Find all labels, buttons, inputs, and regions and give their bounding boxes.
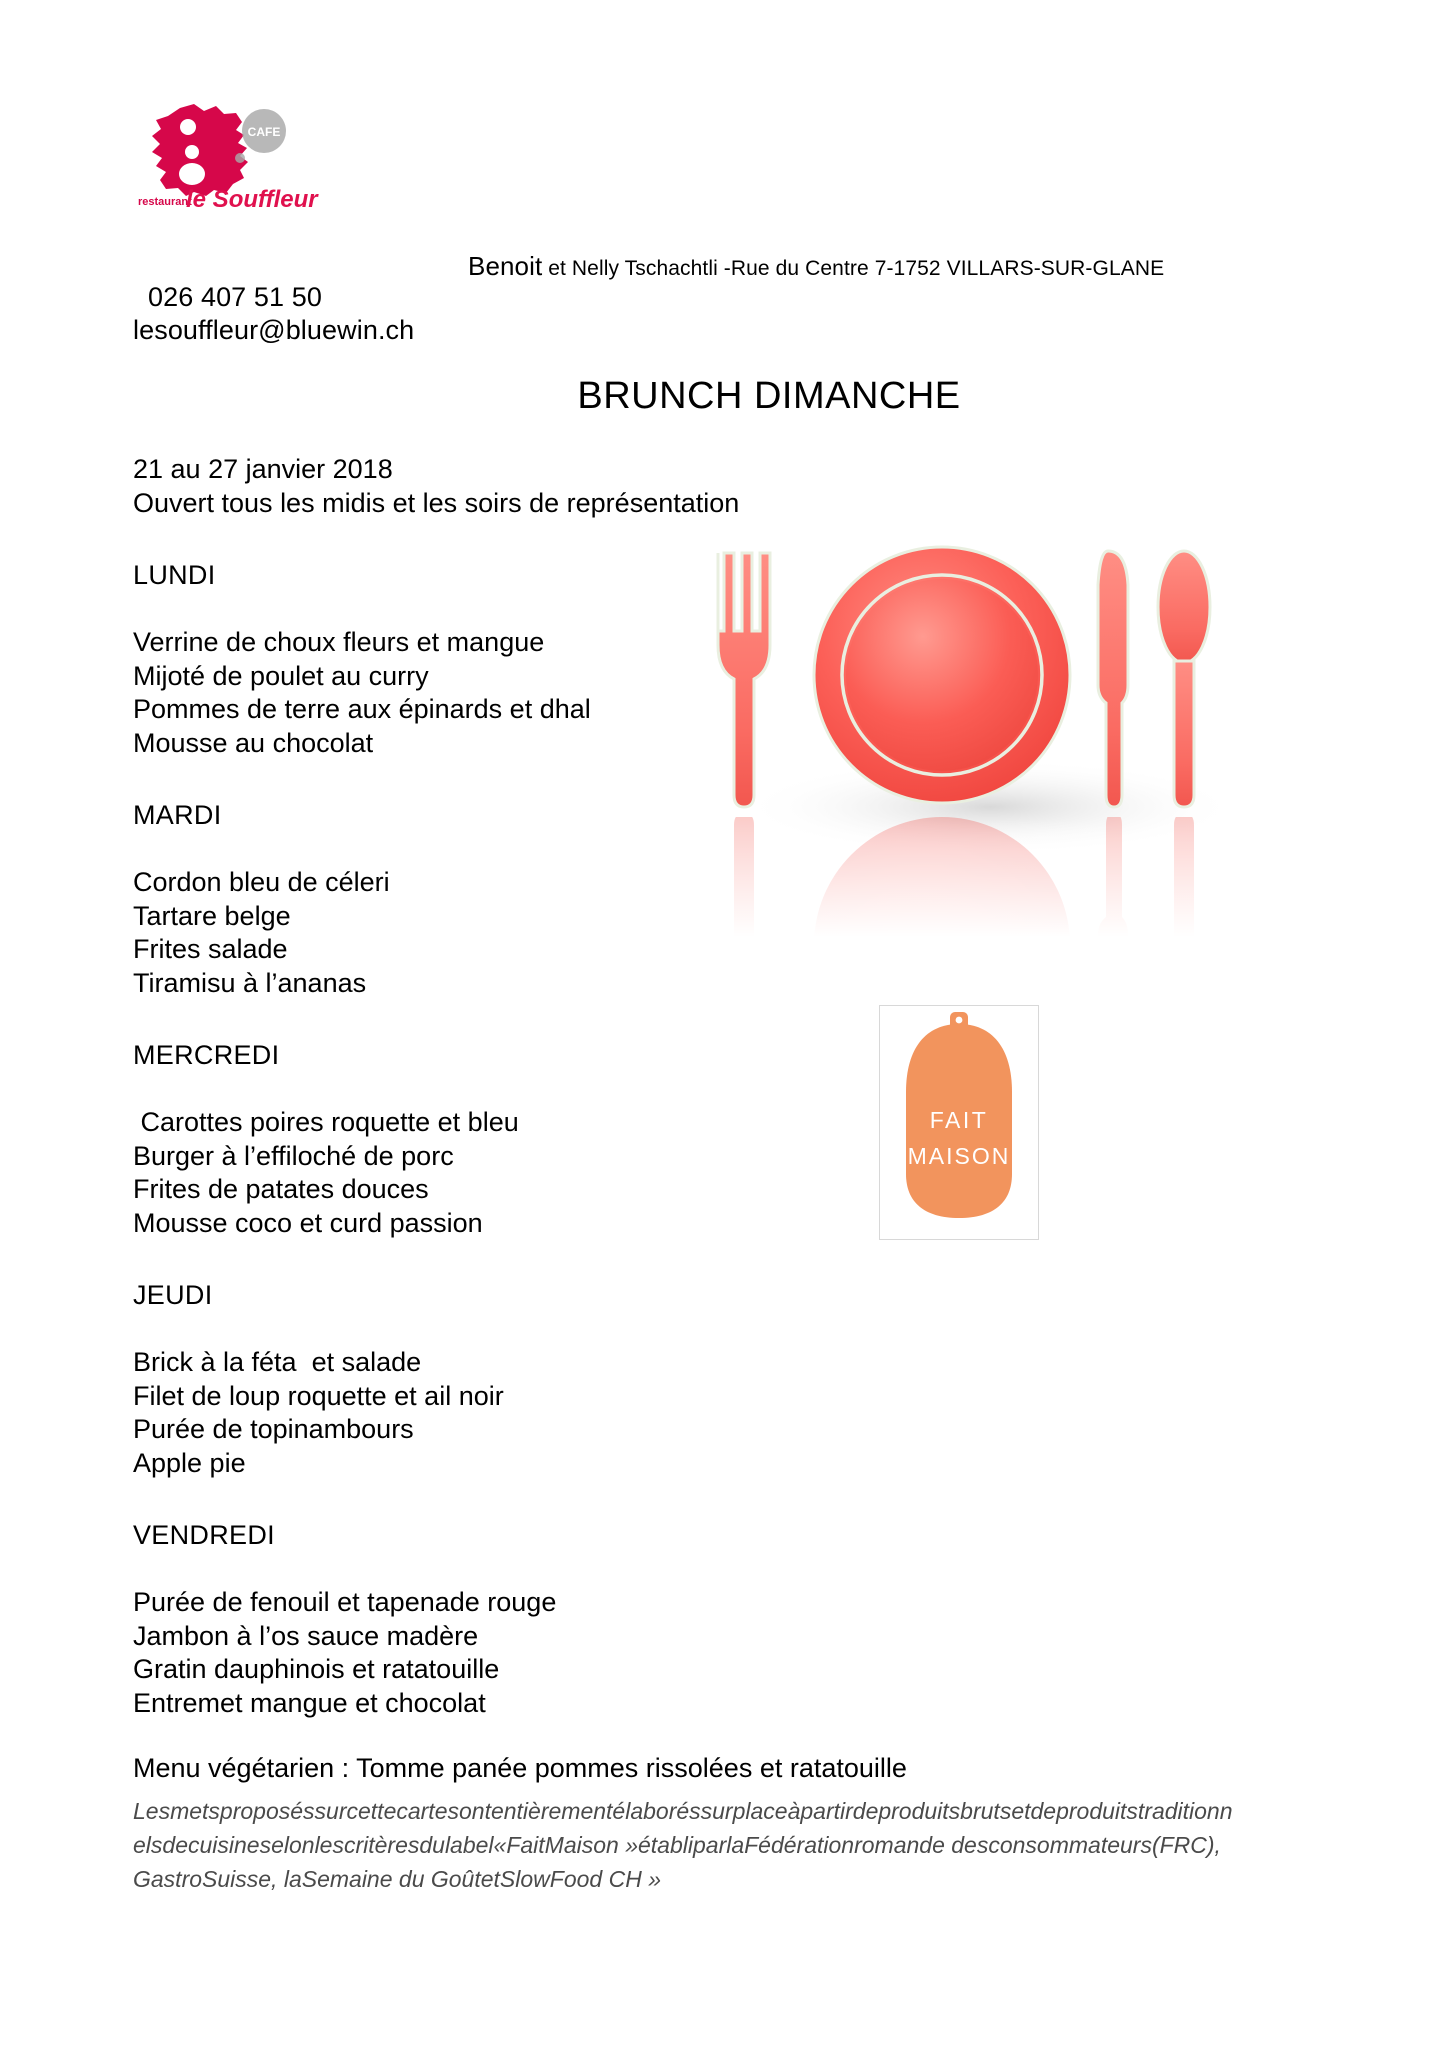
day-items xyxy=(133,1106,753,1240)
menu-item: Apple pie xyxy=(133,1447,246,1478)
day-section-mercredi xyxy=(133,1038,753,1240)
day-heading: VENDREDI xyxy=(133,1520,275,1550)
day-heading: LUNDI xyxy=(133,560,216,590)
menu-item: Frites salade xyxy=(133,934,288,964)
label-footnote xyxy=(133,1794,1273,1896)
menu-dates: 21 au 27 janvier 2018 xyxy=(133,454,393,484)
day-section-jeudi xyxy=(133,1278,753,1480)
spoon-icon xyxy=(1158,551,1210,807)
menu-item: Pommes de terre aux épinards et dhal xyxy=(133,694,591,724)
logo-wordmark-text: le Souffleur xyxy=(186,186,318,210)
plate-icon xyxy=(814,547,1070,803)
fait-maison-line2: MAISON xyxy=(907,1143,1011,1169)
fork-icon xyxy=(718,553,770,807)
menu-item: Burger à l’effiloché de porc xyxy=(133,1140,454,1171)
day-items xyxy=(133,1586,753,1720)
menu-item: Jambon à l’os sauce madère xyxy=(133,1620,479,1651)
day-items xyxy=(133,626,753,760)
restaurant-logo xyxy=(128,100,358,210)
menu-item: Purée de topinambours xyxy=(133,1414,414,1444)
svg-text:CAFE: CAFE xyxy=(247,125,281,139)
menu-item: Tartare belge xyxy=(133,900,291,931)
logo-icon xyxy=(128,100,358,210)
menu-item: Purée de fenouil et tapenade rouge xyxy=(133,1587,557,1617)
menu-item: Tiramisu à l’ananas xyxy=(133,967,367,998)
menu-item: Gratin dauphinois et ratatouille xyxy=(133,1654,500,1684)
day-section-mardi xyxy=(133,798,753,1000)
menu-item: Mijoté de poulet au curry xyxy=(133,660,429,691)
day-items xyxy=(133,1346,753,1480)
day-heading: MERCREDI xyxy=(133,1040,280,1070)
place-setting-icon xyxy=(700,545,1260,1025)
footnote-line: Lesmetsproposéssurcettecartesontentièrementélaboréssurplaceàpartirdeproduitsbrutsetdeproduitstraditionn xyxy=(133,1798,1233,1824)
vegetarian-menu-line: Menu végétarien : Tomme panée pommes rissolées et ratatouille xyxy=(133,1753,907,1783)
menu-item: Entremet mangue et chocolat xyxy=(133,1687,486,1718)
menu-content xyxy=(133,452,753,1720)
table-setting-illustration xyxy=(700,545,1260,1025)
logo-prefix-text: restaurant xyxy=(138,196,192,208)
phone-number: 026 407 51 50 xyxy=(148,282,322,312)
menu-item: Carottes poires roquette et bleu xyxy=(133,1107,519,1137)
menu-item: Filet de loup roquette et ail noir xyxy=(133,1380,504,1411)
menu-item: Mousse coco et curd passion xyxy=(133,1207,483,1238)
page-title: BRUNCH DIMANCHE xyxy=(577,375,961,417)
footnote-line: GastroSuisse, laSemaine du GoûtetSlowFood CH » xyxy=(133,1866,661,1892)
day-section-vendredi xyxy=(133,1518,753,1720)
cutting-board-icon xyxy=(880,1006,1038,1239)
address-line xyxy=(468,251,1164,282)
fait-maison-line1: FAIT xyxy=(929,1107,989,1133)
menu-item: Verrine de choux fleurs et mangue xyxy=(133,627,545,657)
owner-name: Benoit xyxy=(468,251,543,281)
menu-item: Mousse au chocolat xyxy=(133,727,374,758)
footnote-line: elsdecuisineselonlescritèresdulabel«FaitMaison »établiparlaFédérationromande desconsommateurs(FRC), xyxy=(133,1832,1221,1858)
day-items xyxy=(133,866,753,1000)
menu-item: Brick à la féta et salade xyxy=(133,1347,422,1377)
menu-item: Frites de patates douces xyxy=(133,1174,429,1204)
address-rest: et Nelly Tschachtli -Rue du Centre 7-1752 VILLARS-SUR-GLANE xyxy=(542,257,1165,280)
email-address: lesouffleur@bluewin.ch xyxy=(133,315,415,345)
day-section-lundi xyxy=(133,558,753,760)
menu-item: Cordon bleu de céleri xyxy=(133,867,390,897)
fait-maison-label xyxy=(879,1005,1039,1240)
day-heading: MARDI xyxy=(133,800,222,830)
day-heading: JEUDI xyxy=(133,1280,213,1310)
menu-hours: Ouvert tous les midis et les soirs de représentation xyxy=(133,488,740,518)
